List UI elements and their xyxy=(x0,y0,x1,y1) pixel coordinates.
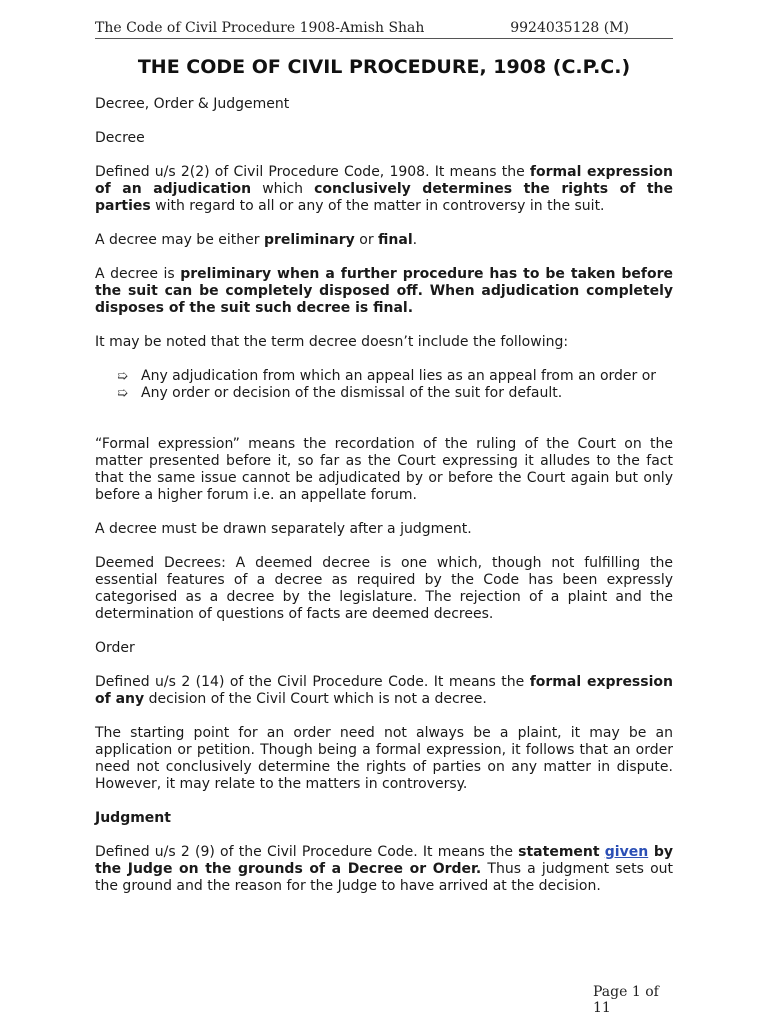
header-title: The Code of Civil Procedure 1908-Amish Shah xyxy=(95,20,425,36)
decree-preliminary: A decree is preliminary when a further procedure has to be taken before the suit can be completely disposed off. When adjudication completely disposes of the suit such decree is final. xyxy=(95,266,673,316)
decree-types: A decree may be either preliminary or final. xyxy=(95,232,418,248)
list-item: ➯ Any adjudication from which an appeal lies as an appeal from an order or xyxy=(117,368,657,384)
document-page xyxy=(95,0,673,1024)
list-item: ➯ Any order or decision of the dismissal of the suit for default. xyxy=(117,385,563,401)
order-heading: Order xyxy=(95,640,135,656)
document-title: THE CODE OF CIVIL PROCEDURE, 1908 (C.P.C.) xyxy=(137,56,631,78)
decree-drawn-paragraph: A decree must be drawn separately after a judgment. xyxy=(95,521,472,537)
section-title: Decree, Order & Judgement xyxy=(95,96,290,112)
decree-exclusions-intro: It may be noted that the term decree doesn’t include the following: xyxy=(95,334,569,350)
judgment-heading: Judgment xyxy=(95,810,171,826)
decree-definition: Defined u/s 2(2) of Civil Procedure Code, 1908. It means the formal expression of an adjudication which conclusively determines the rights of the parties with regard to all or any of the matter in controversy in the suit. xyxy=(95,164,673,214)
header-phone: 9924035128 (M) xyxy=(510,20,629,36)
judgment-definition: Defined u/s 2 (9) of the Civil Procedure Code. It means the statement given by the Judge on the grounds of a Decree or Order. Thus a judgment sets out the ground and the reason for the Judge to have arrived at the decision. xyxy=(95,844,673,894)
order-starting-point: The starting point for an order need not always be a plaint, it may be an application or petition. Though being a formal expression, it follows that an order need not conclusively determine the rights of parties on any matter in dispute. However, it may relate to the matters in controversy. xyxy=(95,725,673,792)
order-definition: Defined u/s 2 (14) of the Civil Procedure Code. It means the formal expression of any decision of the Civil Court which is not a decree. xyxy=(95,674,673,707)
arrow-right-icon: ➯ xyxy=(117,369,128,384)
document-body xyxy=(95,96,673,912)
page-number: Page 1 of 11 xyxy=(593,984,659,1016)
deemed-decrees-paragraph: Deemed Decrees: A deemed decree is one which, though not fulfilling the essential features of a decree as required by the Code has been expressly categorised as a decree by the legislature. The rejection of a plaint and the determination of questions of facts are deemed decrees. xyxy=(95,555,673,622)
decree-exclusions-list xyxy=(95,368,673,402)
formal-expression-paragraph: “Formal expression” means the recordation of the ruling of the Court on the matter presented before it, so far as the Court expressing it alludes to the fact that the same issue cannot be adjudicated by or before the Court again but only before a higher forum i.e. an appellate forum. xyxy=(95,436,673,503)
decree-heading: Decree xyxy=(95,130,145,146)
running-header xyxy=(95,20,673,39)
arrow-right-icon: ➯ xyxy=(117,386,128,401)
given-link[interactable]: given xyxy=(604,844,649,860)
